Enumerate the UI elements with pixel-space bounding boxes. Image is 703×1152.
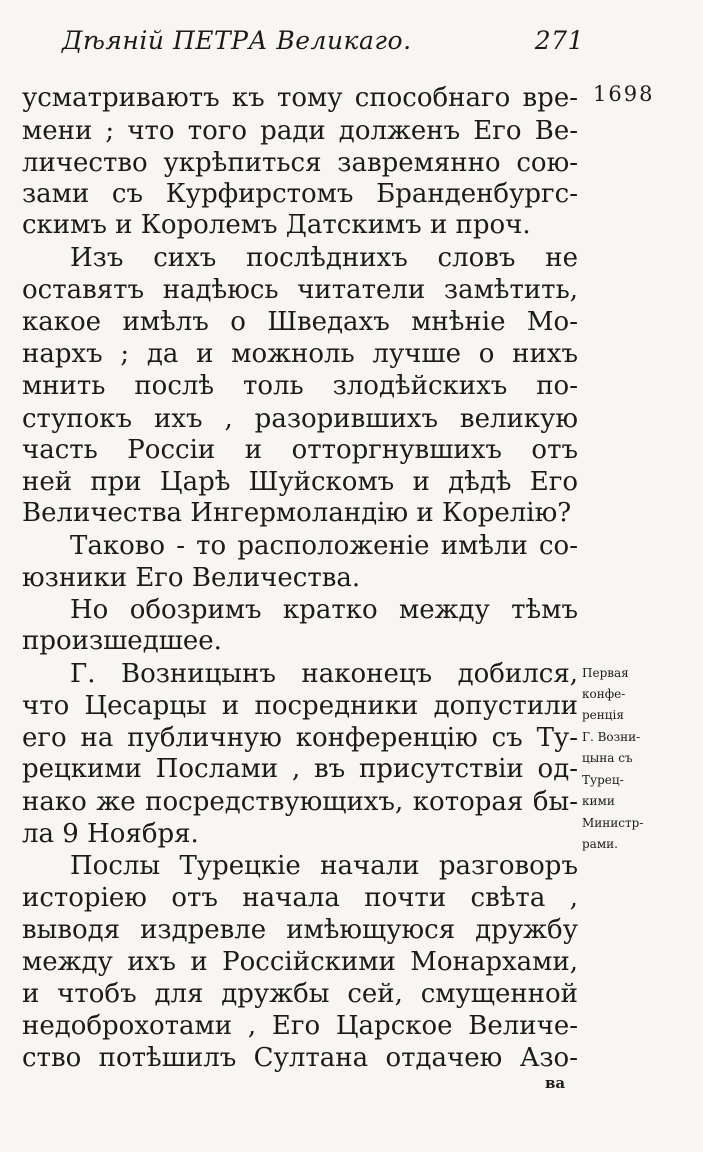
catchword: ва [545, 1074, 566, 1092]
text-line: ство потѣшилъ Султана отдачею Азо- [22, 1043, 578, 1073]
text-line: Таково - то расположеніе имѣли со- [70, 531, 578, 561]
text-line: ней при Царѣ Шуйскомъ и дѣдѣ Его [22, 467, 578, 497]
text-line: рецкими Послами , въ присутствіи од- [22, 754, 578, 784]
text-line: что Цесарцы и посредники допустили [22, 691, 578, 721]
margin-note-line: Турец- [582, 773, 624, 787]
text-line: ступокъ ихъ , разорившихъ великую [22, 404, 578, 434]
text-line: нархъ ; да и можноль лучше о нихъ [22, 339, 578, 369]
margin-note-line: Первая [582, 666, 629, 680]
text-line: юзники Его Величества. [22, 563, 361, 593]
text-line: мени ; что того ради долженъ Его Ве- [22, 116, 578, 146]
running-header [62, 26, 584, 62]
text-line: усматриваютъ къ тому способнаго вре- [22, 83, 578, 113]
margin-note-line: кими [582, 794, 615, 808]
text-line: его на публичную конференцію съ Ту- [22, 723, 578, 753]
text-line: оставятъ надѣюсь читатели замѣтить, [22, 275, 578, 305]
margin-note-line: Министр- [582, 816, 644, 830]
text-line: личество укрѣпиться завремянно сою- [22, 148, 578, 178]
text-line: часть Россіи и отторгнувшихъ отъ [22, 435, 578, 465]
text-line: исторіею отъ начала почти свѣта , [22, 883, 578, 913]
text-line: Величества Ингермоландію и Корелію? [22, 498, 572, 528]
text-line: недоброхотами , Его Царское Величе- [22, 1011, 578, 1041]
margin-note-line: ренція [582, 708, 624, 722]
text-line: произшедшее. [22, 626, 222, 656]
text-line: Г. Возницынъ наконецъ добился, [70, 659, 578, 689]
text-line: ла 9 Ноября. [22, 819, 199, 849]
text-line: и чтобъ для дружбы сей, смущенной [22, 979, 578, 1009]
page-number: 271 [534, 26, 584, 55]
text-line: какое имѣлъ о Шведахъ мнѣніе Мо- [22, 307, 578, 337]
text-line: Изъ сихъ послѣднихъ словъ не [70, 243, 578, 273]
margin-note-line: рами. [582, 837, 618, 851]
text-line: скимъ и Королемъ Датскимъ и проч. [22, 210, 531, 240]
text-line: между ихъ и Россійскими Монархами, [22, 947, 578, 977]
margin-note-line: цына съ [582, 751, 633, 765]
margin-note-line: конфе- [582, 687, 626, 701]
text-line: зами съ Курфирстомъ Бранденбургс- [22, 179, 578, 209]
text-line: выводя издревле имѣющуюся дружбу [22, 915, 578, 945]
margin-note-line: Г. Возни- [582, 730, 641, 744]
text-line: нако же посредствующихъ, которая бы- [22, 787, 578, 817]
text-line: Но обозримъ кратко между тѣмъ [70, 595, 578, 625]
text-line: Послы Турецкіе начали разговоръ [70, 851, 578, 881]
text-line: мнить послѣ толь злодѣйскихъ по- [22, 371, 578, 401]
running-title: Дѣяній ПЕТРА Великаго. [62, 26, 412, 55]
margin-year: 1698 [593, 82, 655, 106]
